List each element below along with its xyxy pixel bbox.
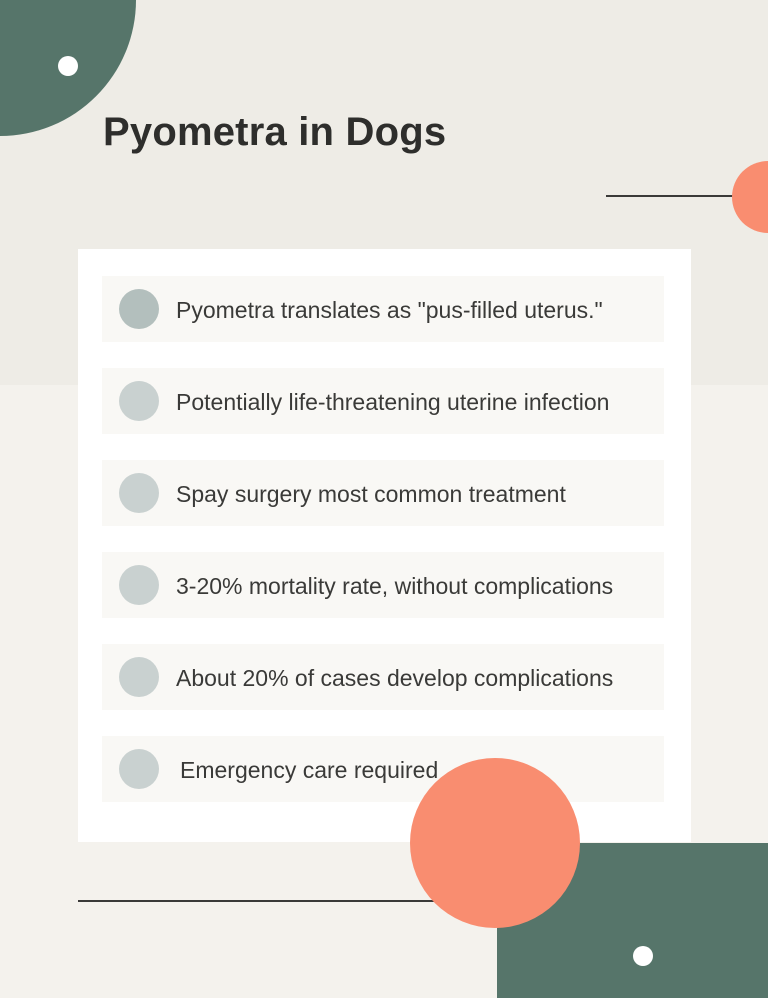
decorative-white-dot-top-left bbox=[58, 56, 78, 76]
fact-text: 3-20% mortality rate, without complications bbox=[176, 573, 614, 599]
fact-text: Emergency care required bbox=[180, 757, 439, 783]
bullet-circle-icon bbox=[119, 289, 159, 329]
fact-text: Spay surgery most common treatment bbox=[176, 481, 566, 507]
fact-text: Pyometra translates as "pus-filled uterus." bbox=[176, 297, 603, 323]
list-item bbox=[102, 552, 664, 618]
decorative-line-top-right bbox=[606, 195, 746, 197]
page-title: Pyometra in Dogs bbox=[103, 110, 447, 154]
facts-card bbox=[78, 249, 691, 842]
decorative-white-dot-bottom-right bbox=[633, 946, 653, 966]
list-item bbox=[102, 736, 664, 802]
bullet-circle-icon bbox=[119, 565, 159, 605]
list-item bbox=[102, 368, 664, 434]
bullet-circle-icon bbox=[119, 749, 159, 789]
decorative-coral-circle-overlap bbox=[497, 843, 580, 928]
list-item bbox=[102, 644, 664, 710]
fact-text: About 20% of cases develop complications bbox=[176, 665, 614, 691]
fact-text: Potentially life-threatening uterine infection bbox=[176, 389, 610, 415]
decorative-green-block-bottom-right bbox=[497, 843, 768, 998]
bullet-circle-icon bbox=[119, 657, 159, 697]
fact-list bbox=[102, 276, 664, 828]
list-item bbox=[102, 460, 664, 526]
bullet-circle-icon bbox=[119, 473, 159, 513]
list-item bbox=[102, 276, 664, 342]
bullet-circle-icon bbox=[119, 381, 159, 421]
